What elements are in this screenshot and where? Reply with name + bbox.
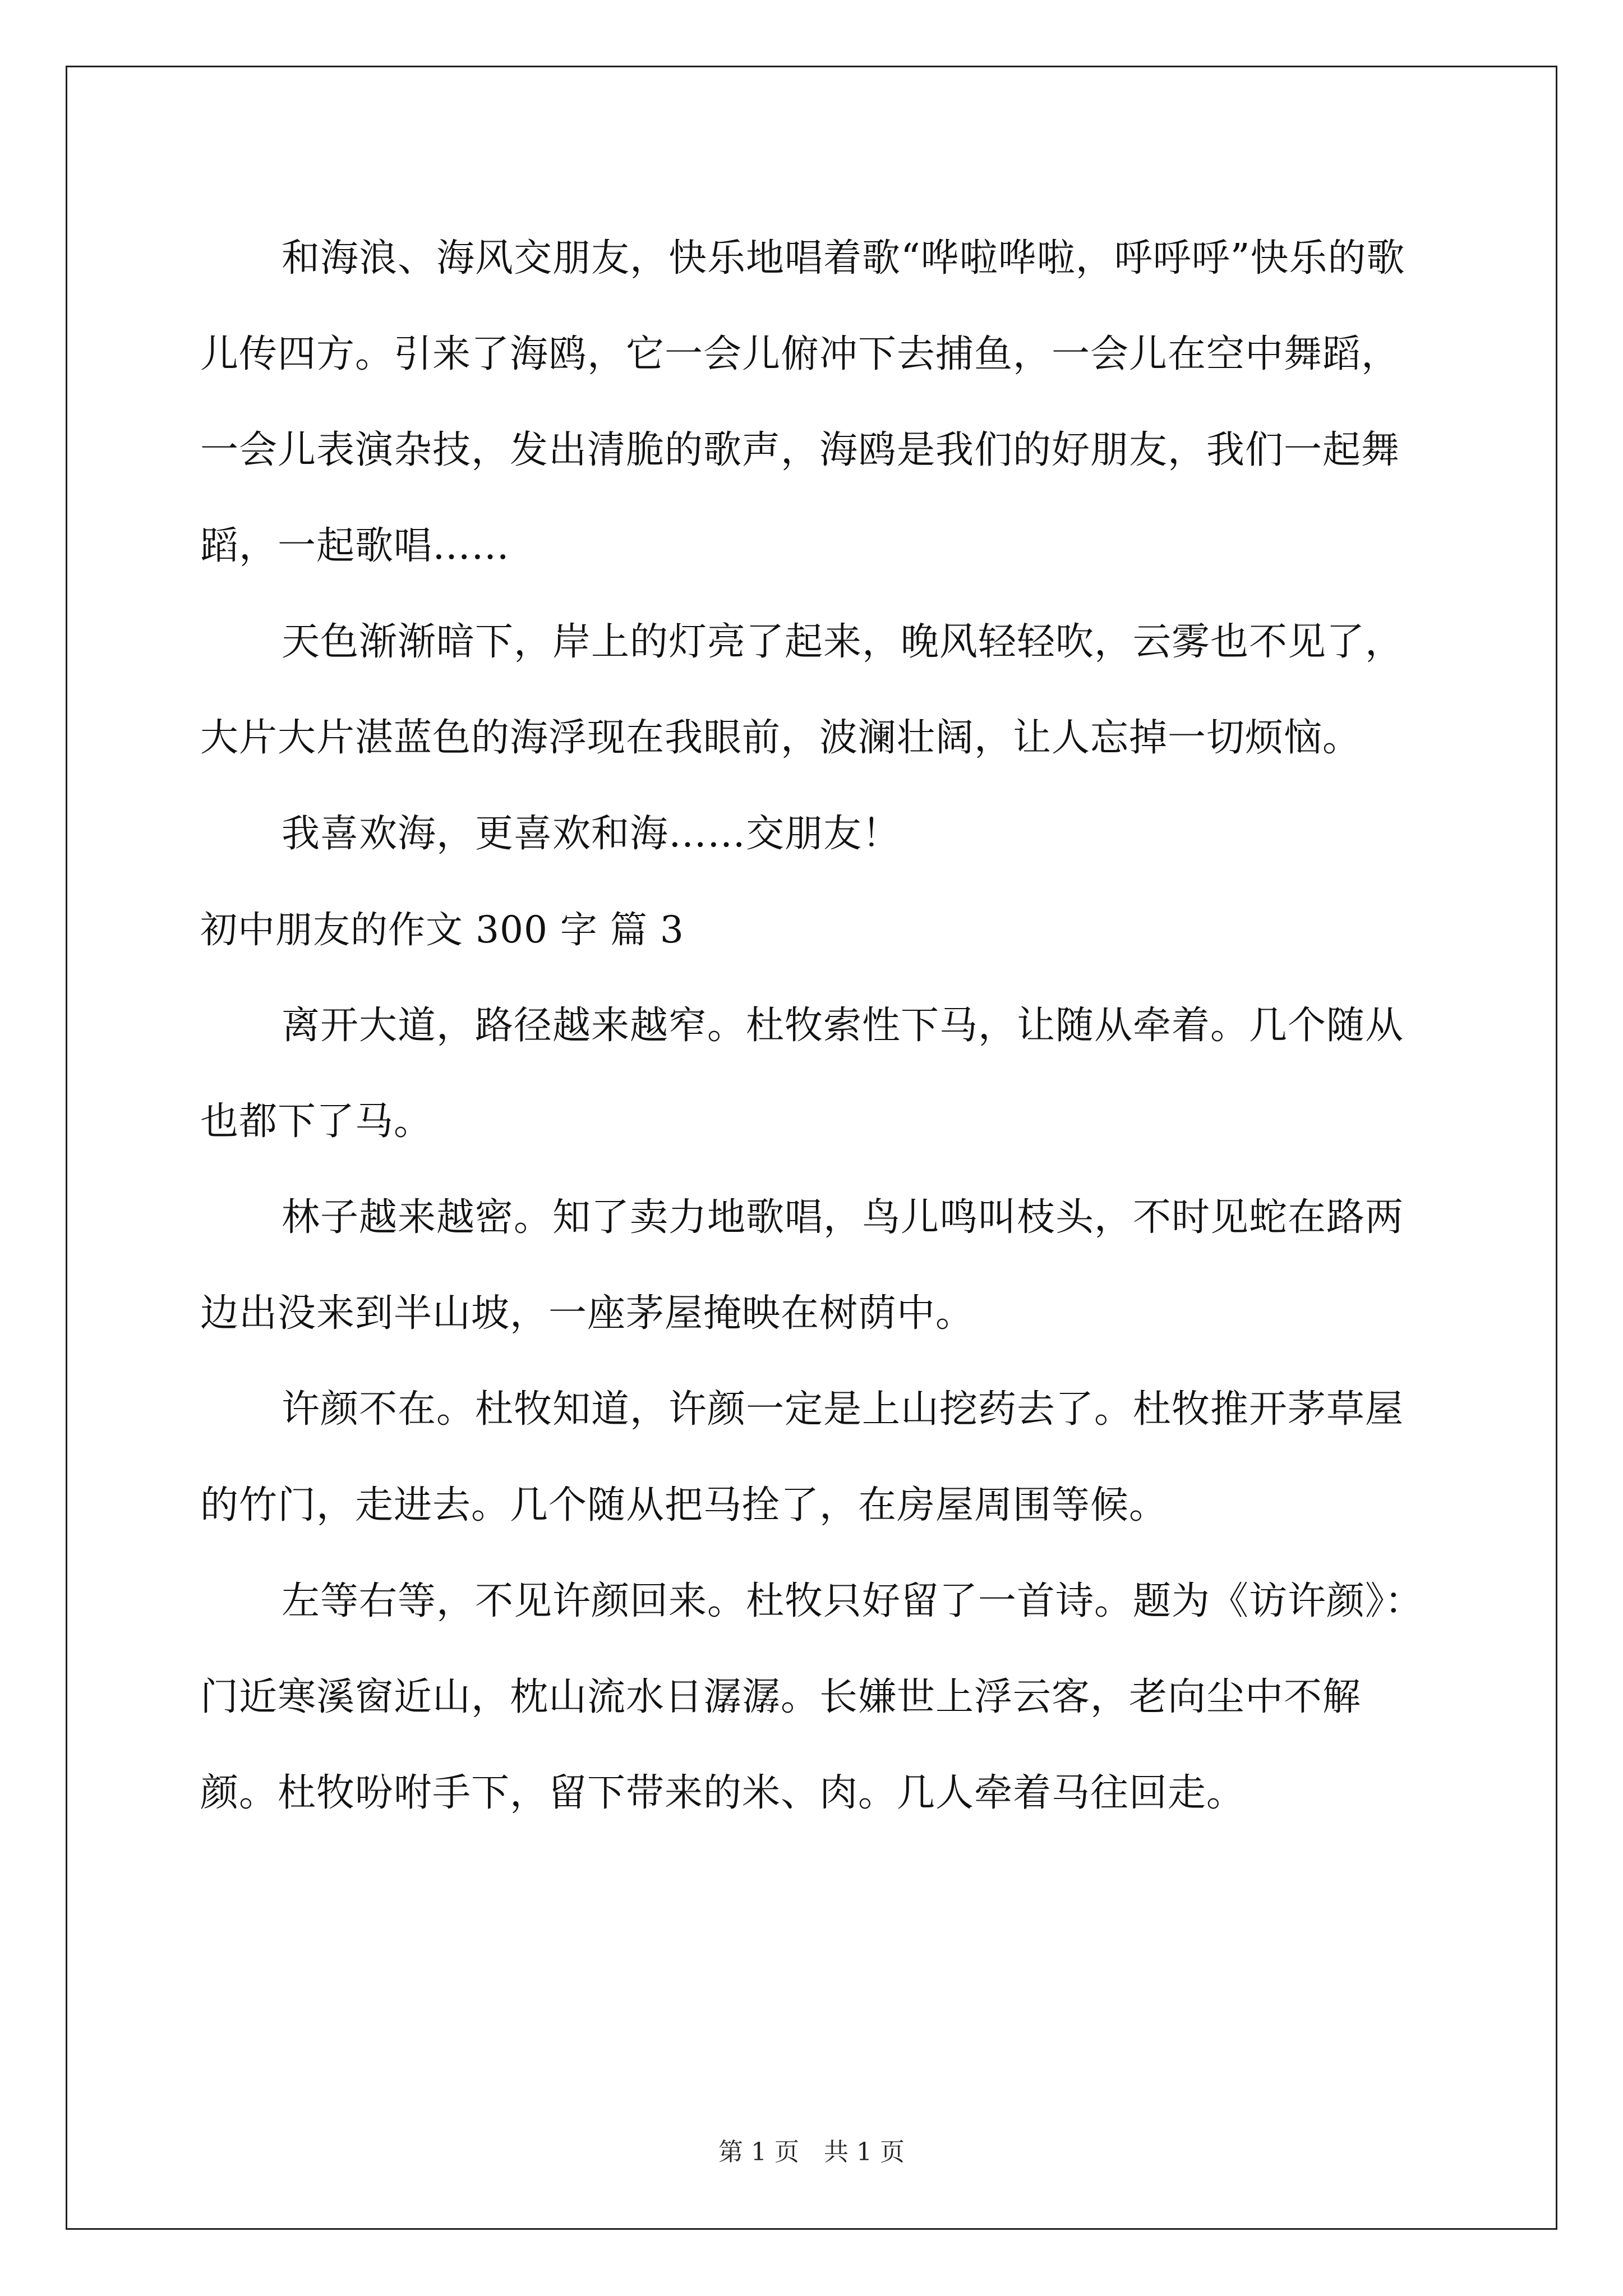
paragraph: 离开大道，路径越来越窄。杜牧索性下马，让随从牵着。几个随从也都下了马。 [200,1004,1404,1144]
paragraph: 左等右等，不见许颜回来。杜牧只好留了一首诗。题为《访许颜》：门近寒溪窗近山，枕山流水日潺潺。长嫌世上浮云客，老向尘中不解颜。杜牧吩咐手下，留下带来的米、肉。几人牵着马往回走。 [200,1579,1424,1815]
page-number-footer: 第 1 页 共 1 页 [718,2138,905,2166]
paragraph: 林子越来越密。知了卖力地歌唱，鸟儿鸣叫枝头，不时见蛇在路两边出没来到半山坡，一座茅屋掩映在树荫中。 [200,1195,1404,1336]
paragraph: 天色渐渐暗下，岸上的灯亮了起来，晚风轻轻吹，云雾也不见了，大片大片湛蓝色的海浮现在我眼前，波澜壮阔，让人忘掉一切烦恼。 [200,620,1404,760]
paragraph: 和海浪、海风交朋友，快乐地唱着歌“哗啦哗啦，呼呼呼”快乐的歌儿传四方。引来了海鸥，它一会儿俯冲下去捕鱼，一会儿在空中舞蹈，一会儿表演杂技，发出清脆的歌声，海鸥是我们的好朋友，我们一起舞蹈，一起歌唱…… [200,236,1405,568]
paragraph: 我喜欢海，更喜欢和海……交朋友！ [282,812,901,856]
section-heading: 初中朋友的作文 300 字 篇 3 [200,908,684,951]
document-body [200,210,1434,1841]
paragraph: 许颜不在。杜牧知道，许颜一定是上山挖药去了。杜牧推开茅草屋的竹门，走进去。几个随从把马拴了，在房屋周围等候。 [200,1387,1404,1527]
